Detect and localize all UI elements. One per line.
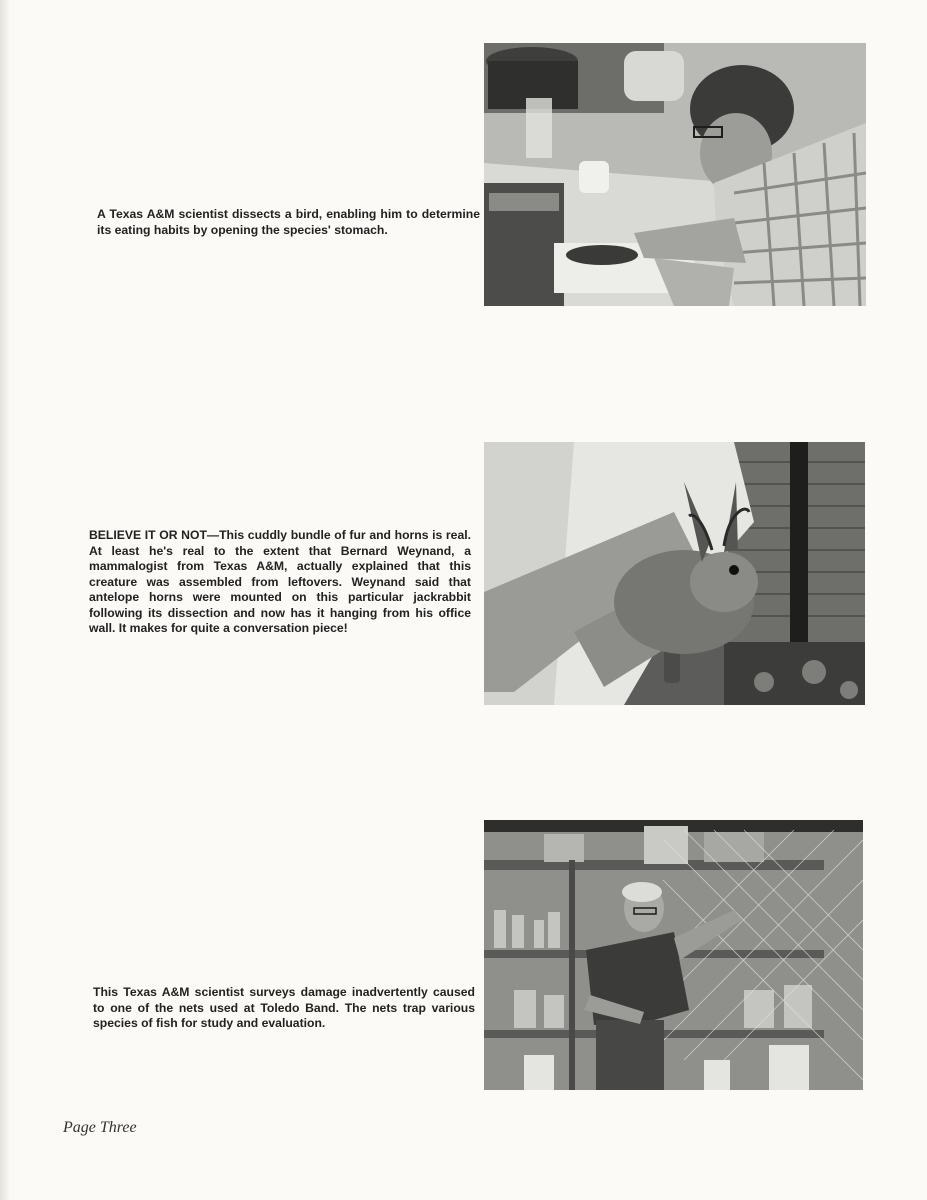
photo-scientist-inspecting-nets xyxy=(484,820,863,1090)
photo-caption-fish-nets: This Texas A&M scientist surveys damage inadvertently caused to one of the nets used at Toledo Band. The nets trap various species of fish for study and evaluation. xyxy=(93,985,475,1030)
photo-caption-jackalope: BELIEVE IT OR NOT—This cuddly bundle of fur and horns is real. At least he's real to the extent that Bernard Weynand, a mammalogist from Texas A&M, actually explained that this creature was assembled from leftovers. Weynand said that antelope horns were mounted on this particular jackrabbit following its dissection and now has it hanging from his office wall. It makes for quite a conversation piece! xyxy=(89,528,471,635)
page-number-label: Page Three xyxy=(63,1119,137,1136)
photo-caption-dissection: A Texas A&M scientist dissects a bird, enabling him to determine its eating habits by opening the species' stomach. xyxy=(97,207,480,237)
photo-jackrabbit-with-horns xyxy=(484,442,865,705)
page-binding-edge xyxy=(0,0,9,1200)
photo-scientist-dissecting-bird xyxy=(484,43,866,306)
